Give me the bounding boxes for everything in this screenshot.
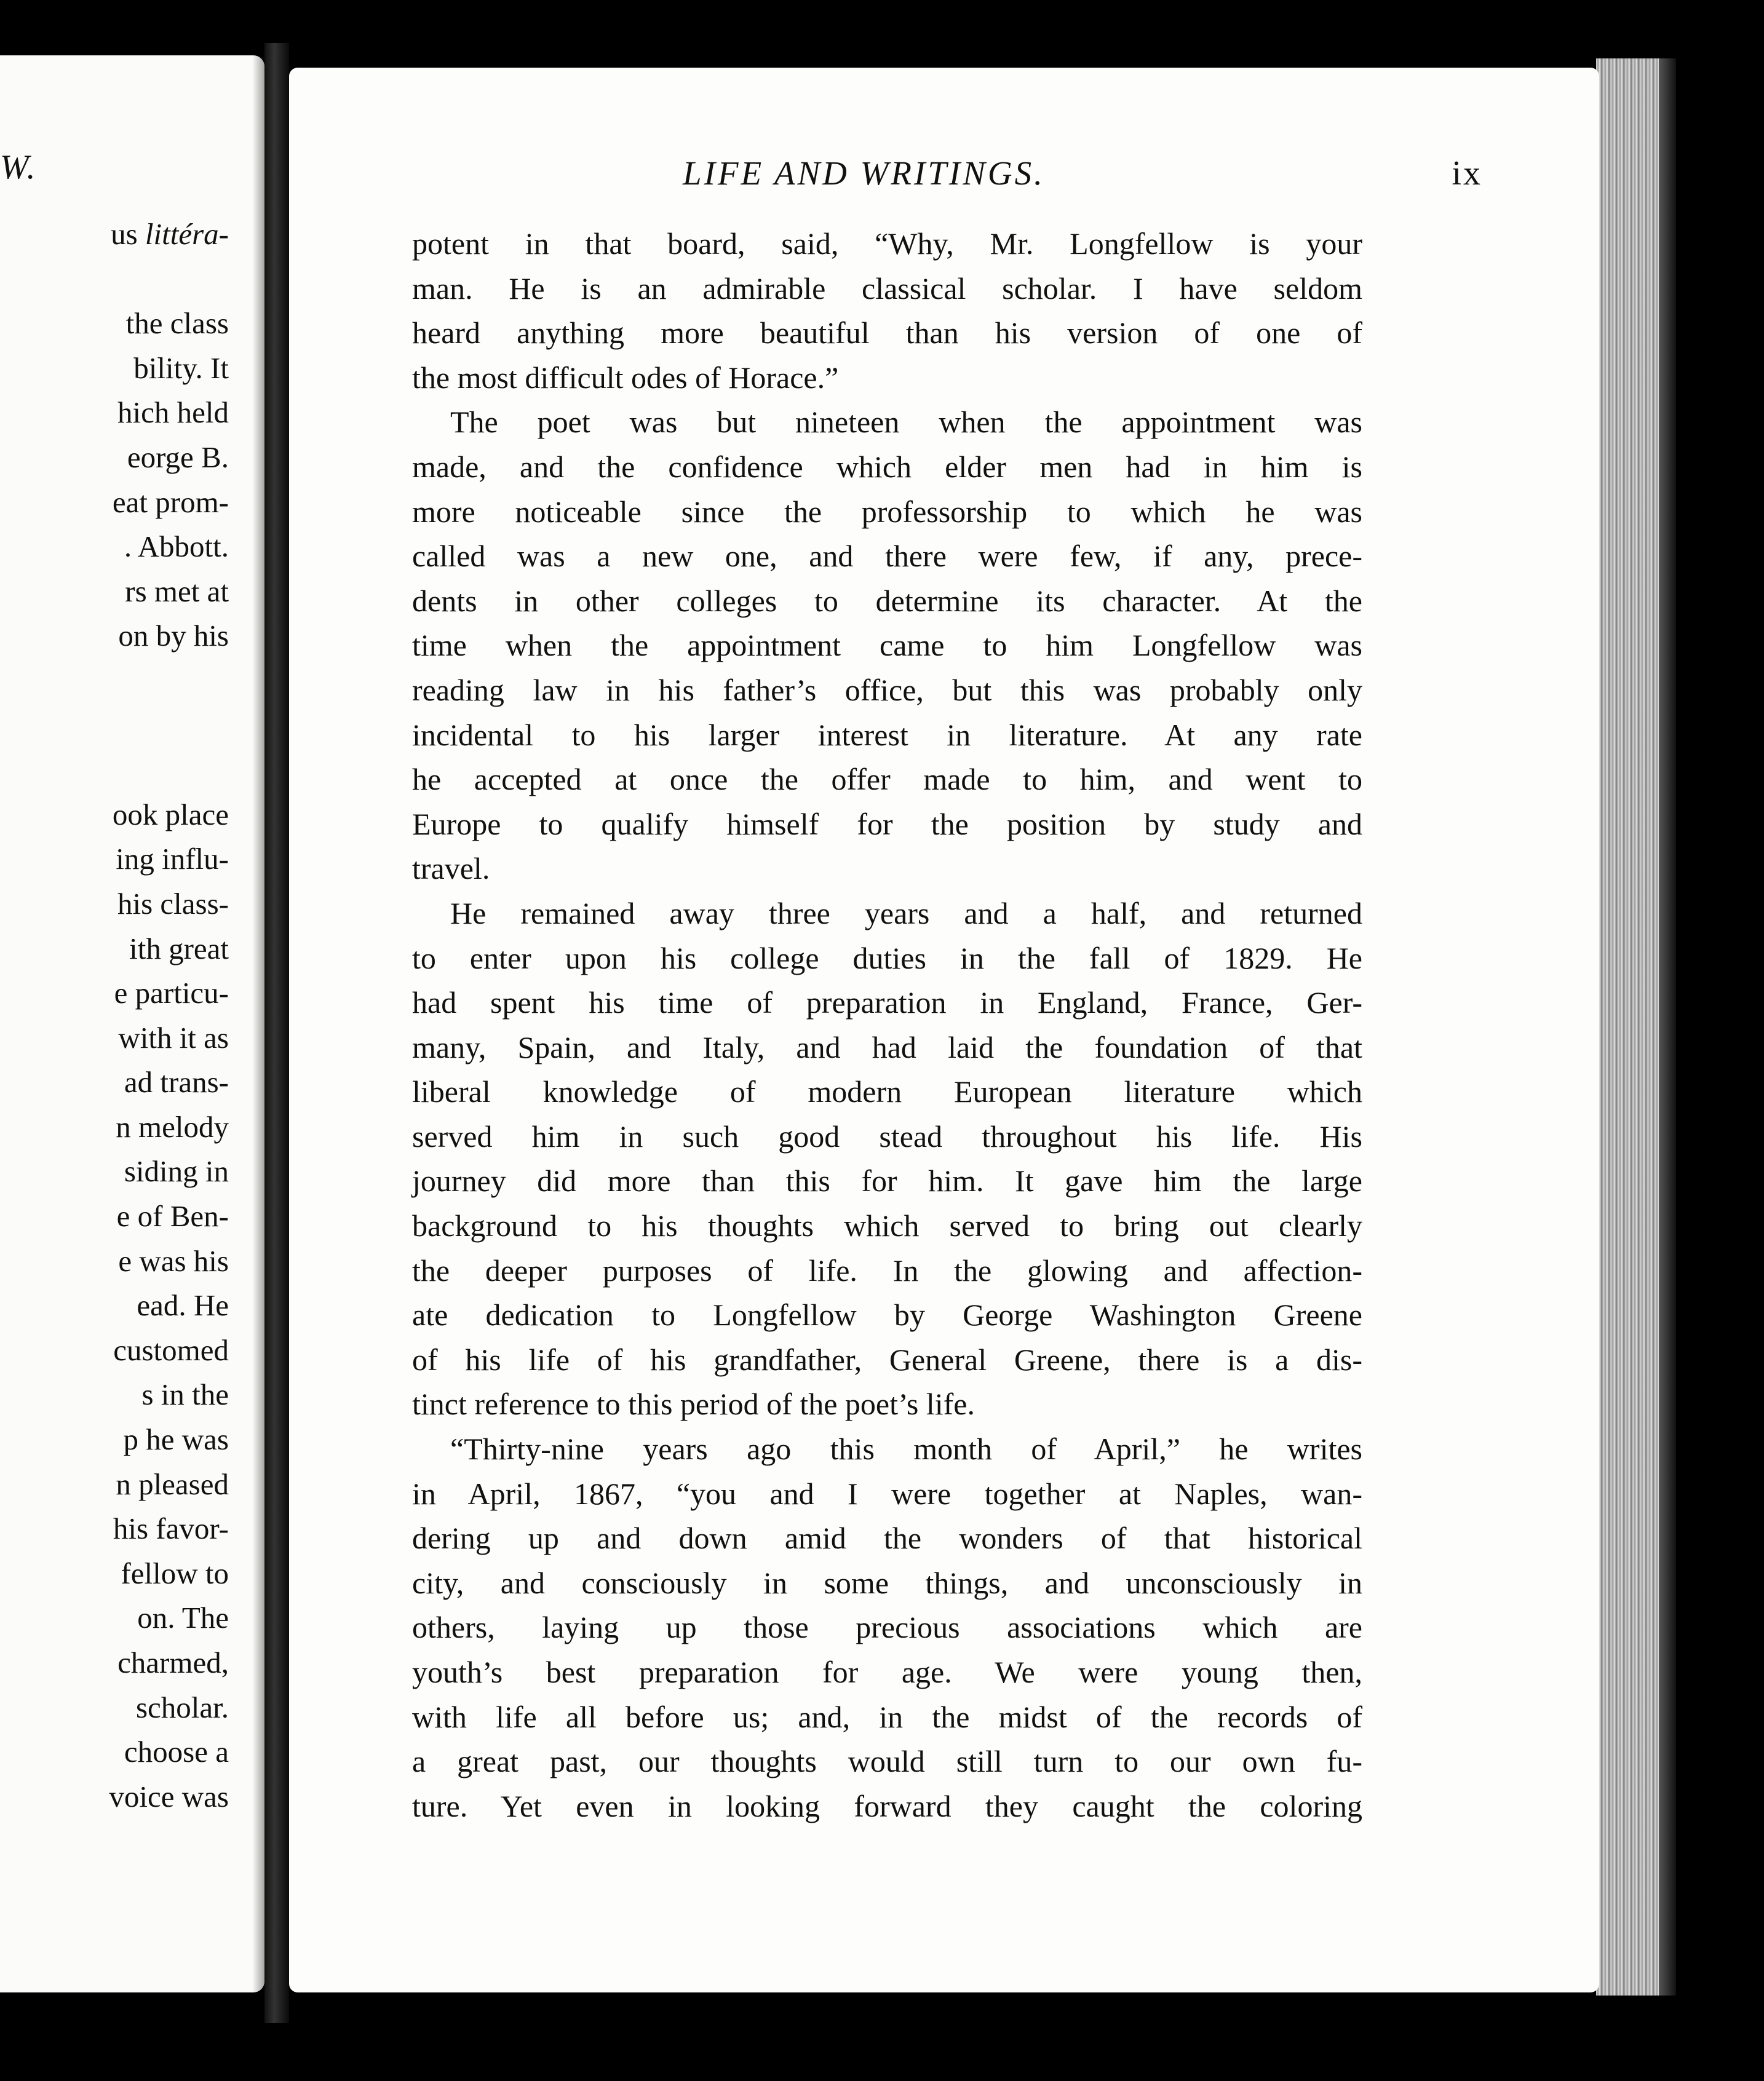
left-page-line <box>0 257 229 302</box>
left-page-line: ing influ- <box>116 842 229 876</box>
text-line: ate dedication to Longfellow by George Washington Greene <box>412 1298 1362 1333</box>
left-page-line: with it as <box>118 1020 229 1055</box>
left-page-header: W. <box>0 148 37 186</box>
text-line: tinct reference to this period of the poet’s life. <box>412 1387 975 1422</box>
text-line: time when the appointment came to him Longfellow was <box>412 628 1362 663</box>
page-number: ix <box>1452 154 1482 192</box>
left-page-line: fellow to <box>121 1556 229 1590</box>
paragraph <box>412 1427 1362 1828</box>
left-page-line: eat prom- <box>112 485 229 519</box>
left-page-line: voice was <box>109 1779 229 1813</box>
text-line: reading law in his father’s office, but this was probably only <box>412 672 1362 707</box>
page-edges <box>1596 58 1676 1996</box>
left-page-line: ad trans- <box>124 1065 229 1100</box>
left-page-line <box>0 748 229 793</box>
paragraph <box>412 891 1362 1427</box>
text-line: made, and the confidence which elder men had in him is <box>412 449 1362 484</box>
text-line: to enter upon his college duties in the fall of 1829. He <box>412 940 1362 975</box>
left-page-line: ith great <box>129 931 229 965</box>
left-page-line: . Abbott. <box>124 529 229 564</box>
paragraph <box>412 221 1362 400</box>
left-page-line: his favor- <box>113 1512 229 1546</box>
left-page-line: eorge B. <box>127 440 229 474</box>
text-line: called was a new one, and there were few, if any, prece- <box>412 539 1362 574</box>
left-page-line: on. The <box>137 1601 229 1635</box>
text-line: a great past, our thoughts would still turn to our own fu- <box>412 1744 1362 1779</box>
left-page-line <box>0 659 229 704</box>
left-page-line: e was his <box>118 1243 229 1278</box>
left-page-line: s in the <box>141 1377 229 1412</box>
text-line: youth’s best preparation for age. We were young then, <box>412 1655 1362 1689</box>
text-line: served him in such good stead throughout his life. His <box>412 1119 1362 1154</box>
left-page-line: e particu- <box>114 976 229 1010</box>
text-line: travel. <box>412 851 490 886</box>
text-line: man. He is an admirable classical scholar. I have seldom <box>412 271 1362 306</box>
text-line: many, Spain, and Italy, and had laid the foundation of that <box>412 1029 1362 1064</box>
left-page-line: on by his <box>118 619 229 653</box>
text-line: “Thirty-nine years ago this month of April,” he writes <box>450 1432 1362 1467</box>
left-page-line: scholar. <box>135 1690 229 1724</box>
text-line: liberal knowledge of modern European literature which <box>412 1074 1362 1109</box>
left-page-line: hich held <box>117 395 229 430</box>
spine-shadow <box>252 55 264 1992</box>
text-line: of his life of his grandfather, General Greene, there is a dis- <box>412 1342 1362 1377</box>
left-page-line: n melody <box>116 1109 229 1144</box>
left-page-line: the class <box>125 306 229 341</box>
text-line: heard anything more beautiful than his version of one of <box>412 315 1362 351</box>
text-line: Europe to qualify himself for the position by study and <box>412 806 1362 841</box>
left-page-text <box>0 212 229 1819</box>
left-page-line: his class- <box>117 886 229 921</box>
left-page-line: bility. It <box>133 351 229 385</box>
left-page-line: customed <box>113 1333 229 1367</box>
text-line: with life all before us; and, in the midst of the records of <box>412 1699 1362 1734</box>
text-line: background to his thoughts which served to bring out clearly <box>412 1208 1362 1243</box>
text-line: city, and consciously in some things, and unconsciously in <box>412 1565 1362 1600</box>
text-line: The poet was but nineteen when the appointment was <box>450 405 1362 440</box>
paragraph <box>412 400 1362 891</box>
left-page-line: us littéra- <box>111 217 229 251</box>
left-page-line: ook place <box>112 797 229 831</box>
left-page-line: e of Ben- <box>116 1199 229 1234</box>
left-page-line: siding in <box>124 1154 229 1189</box>
text-line: potent in that board, said, “Why, Mr. Longfellow is your <box>412 226 1362 261</box>
text-line: in April, 1867, “you and I were together at Naples, wan- <box>412 1476 1362 1511</box>
left-page-line: charmed, <box>117 1646 229 1679</box>
running-head <box>412 154 1482 203</box>
text-line: ture. Yet even in looking forward they caught the coloring <box>412 1788 1362 1823</box>
text-line: he accepted at once the offer made to him, and went to <box>412 762 1362 797</box>
left-page-line: p he was <box>123 1422 229 1457</box>
text-line: He remained away three years and a half, and returned <box>450 895 1362 930</box>
left-page-line: rs met at <box>125 574 229 608</box>
text-line: more noticeable since the professorship to which he was <box>412 494 1362 529</box>
left-page-line: n pleased <box>116 1467 229 1501</box>
left-page <box>0 55 264 1992</box>
text-line: dents in other colleges to determine its character. At the <box>412 583 1362 618</box>
right-page <box>289 68 1599 1992</box>
text-line: dering up and down amid the wonders of that historical <box>412 1521 1362 1556</box>
text-line: incidental to his larger interest in literature. At any rate <box>412 717 1362 752</box>
text-line: journey did more than this for him. It gave him the large <box>412 1163 1362 1199</box>
running-title: LIFE AND WRITINGS. <box>683 154 1045 192</box>
left-page-line: choose a <box>124 1735 229 1769</box>
text-line: others, laying up those precious associations which are <box>412 1610 1362 1645</box>
book-gutter <box>264 43 289 2023</box>
left-page-line: ead. He <box>137 1288 229 1323</box>
text-line: the most difficult odes of Horace.” <box>412 360 839 395</box>
text-line: the deeper purposes of life. In the glowing and affection- <box>412 1253 1362 1288</box>
text-line: had spent his time of preparation in England, France, Ger- <box>412 985 1362 1020</box>
body-text <box>412 221 1362 1828</box>
left-page-line <box>0 704 229 748</box>
